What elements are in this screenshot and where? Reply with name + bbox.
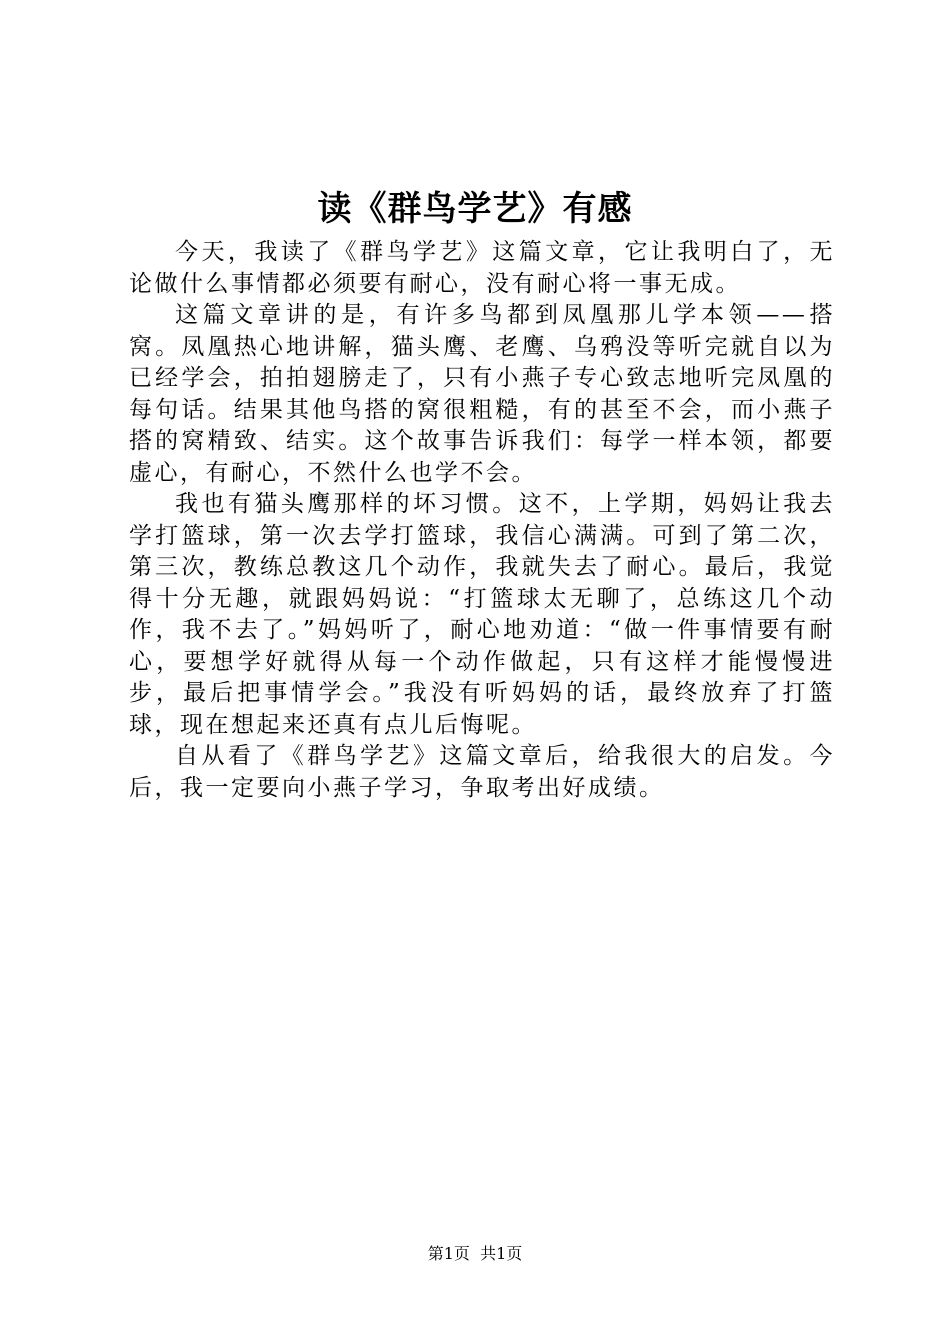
paragraph: 自从看了《群鸟学艺》这篇文章后，给我很大的启发。今后，我一定要向小燕子学习，争取考出好成绩。	[129, 743, 835, 801]
page-footer: 第1页 共1页	[427, 1244, 523, 1263]
paragraph: 我也有猫头鹰那样的坏习惯。这不，上学期，妈妈让我去学打篮球，第一次去学打篮球，我信心满满。可到了第二次，第三次，教练总教这几个动作，我就失去了耐心。最后，我觉得十分无趣，就跟妈妈说：“打篮球太无聊了，总练这几个动作，我不去了。”妈妈听了，耐心地劝道：“做一件事情要有耐心，要想学好就得从每一个动作做起，只有这样才能慢慢进步，最后把事情学会。”我没有听妈妈的话，最终放弃了打篮球，现在想起来还真有点儿后悔呢。	[129, 491, 835, 738]
document-title: 读《群鸟学艺》有感	[317, 189, 633, 229]
paragraph: 这篇文章讲的是，有许多鸟都到凤凰那儿学本领——搭窝。凤凰热心地讲解，猫头鹰、老鹰、乌鸦没等听完就自以为已经学会，拍拍翅膀走了，只有小燕子专心致志地听完凤凰的每句话。结果其他鸟搭的窝很粗糙，有的甚至不会，而小燕子搭的窝精致、结实。这个故事告诉我们：每学一样本领，都要虚心，有耐心，不然什么也学不会。	[129, 302, 835, 486]
document-body	[129, 237, 835, 804]
paragraph: 今天，我读了《群鸟学艺》这篇文章，它让我明白了，无论做什么事情都必须要有耐心，没有耐心将一事无成。	[129, 239, 835, 297]
